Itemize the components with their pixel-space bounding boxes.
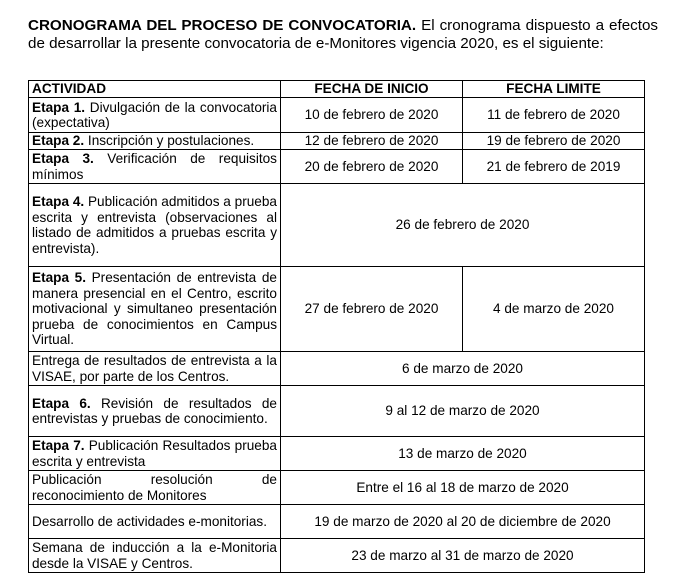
table-row: [29, 437, 645, 471]
start-date-cell: 12 de febrero de 2020: [281, 133, 463, 150]
table-row: [29, 539, 645, 573]
section-title: CRONOGRAMA DEL PROCESO DE CONVOCATORIA.: [28, 17, 417, 35]
activity-cell: [29, 267, 281, 352]
table-row: [29, 150, 645, 184]
stage-label: Etapa 5.: [32, 270, 86, 286]
table-row: [29, 505, 645, 539]
table-row: [29, 386, 645, 437]
activity-text: Inscripción y postulaciones.: [84, 133, 255, 149]
stage-label: Etapa 4.: [32, 194, 85, 209]
activity-text: Publicación Resultados prueba escrita y entrevista: [32, 438, 277, 469]
end-date-cell: 19 de febrero de 2020: [463, 133, 645, 150]
date-cell: 26 de febrero de 2020: [281, 184, 645, 267]
stage-label: Etapa 3.: [32, 151, 94, 166]
table-row: [29, 352, 645, 386]
date-cell: 19 de marzo de 2020 al 20 de diciembre de 2020: [281, 505, 645, 539]
date-cell: 6 de marzo de 2020: [281, 352, 645, 386]
stage-label: Etapa 1.: [32, 99, 86, 115]
stage-label: Etapa 6.: [32, 395, 91, 411]
activity-cell: [29, 133, 281, 150]
activity-text: Publicación admitidos a prueba escrita y entrevista (observaciones al listado de admitidos a pruebas escrita y entrevista).: [32, 194, 277, 256]
activity-cell: [29, 150, 281, 184]
activity-cell: [29, 98, 281, 133]
start-date-cell: 10 de febrero de 2020: [281, 98, 463, 133]
intro-paragraph: [28, 17, 658, 53]
activity-cell: [29, 386, 281, 437]
table-row: [29, 184, 645, 267]
header-activity: ACTIVIDAD: [29, 81, 281, 98]
activity-text: Verificación de requisitos mínimos: [32, 151, 277, 182]
table-row: [29, 471, 645, 505]
schedule-table: [28, 80, 645, 573]
header-end-date: FECHA LIMITE: [463, 81, 645, 98]
header-start-date: FECHA DE INICIO: [281, 81, 463, 98]
start-date-cell: 20 de febrero de 2020: [281, 150, 463, 184]
table-row: [29, 267, 645, 352]
activity-cell: Desarrollo de actividades e-monitorias.: [29, 505, 281, 539]
activity-text: Revisión de resultados de entrevistas y pruebas de conocimiento.: [32, 395, 277, 426]
end-date-cell: 21 de febrero de 2019: [463, 150, 645, 184]
date-cell: 13 de marzo de 2020: [281, 437, 645, 471]
intro-text: El cronograma dispuesto a efectos de desarrollar la presente convocatoria de e-Monitores vigencia 2020, es el siguiente:: [28, 17, 658, 53]
activity-cell: Publicación resolución de reconocimiento de Monitores: [29, 471, 281, 505]
activity-cell: Entrega de resultados de entrevista a la VISAE, por parte de los Centros.: [29, 352, 281, 386]
end-date-cell: 11 de febrero de 2020: [463, 98, 645, 133]
table-row: [29, 133, 645, 150]
activity-cell: Semana de inducción a la e-Monitoria desde la VISAE y Centros.: [29, 539, 281, 573]
activity-cell: [29, 184, 281, 267]
activity-cell: [29, 437, 281, 471]
end-date-cell: 4 de marzo de 2020: [463, 267, 645, 352]
table-row: [29, 98, 645, 133]
date-cell: 23 de marzo al 31 de marzo de 2020: [281, 539, 645, 573]
date-cell: Entre el 16 al 18 de marzo de 2020: [281, 471, 645, 505]
activity-text: Presentación de entrevista de manera presencial en el Centro, escrito motivacional y simultaneo presentación prueba de conocimientos en Campus Virtual.: [32, 270, 277, 348]
date-cell: 9 al 12 de marzo de 2020: [281, 386, 645, 437]
activity-text: Divulgación de la convocatoria (expectativa): [32, 99, 277, 130]
table-header-row: [29, 81, 645, 98]
start-date-cell: 27 de febrero de 2020: [281, 267, 463, 352]
stage-label: Etapa 2.: [32, 133, 85, 149]
stage-label: Etapa 7.: [32, 438, 85, 453]
